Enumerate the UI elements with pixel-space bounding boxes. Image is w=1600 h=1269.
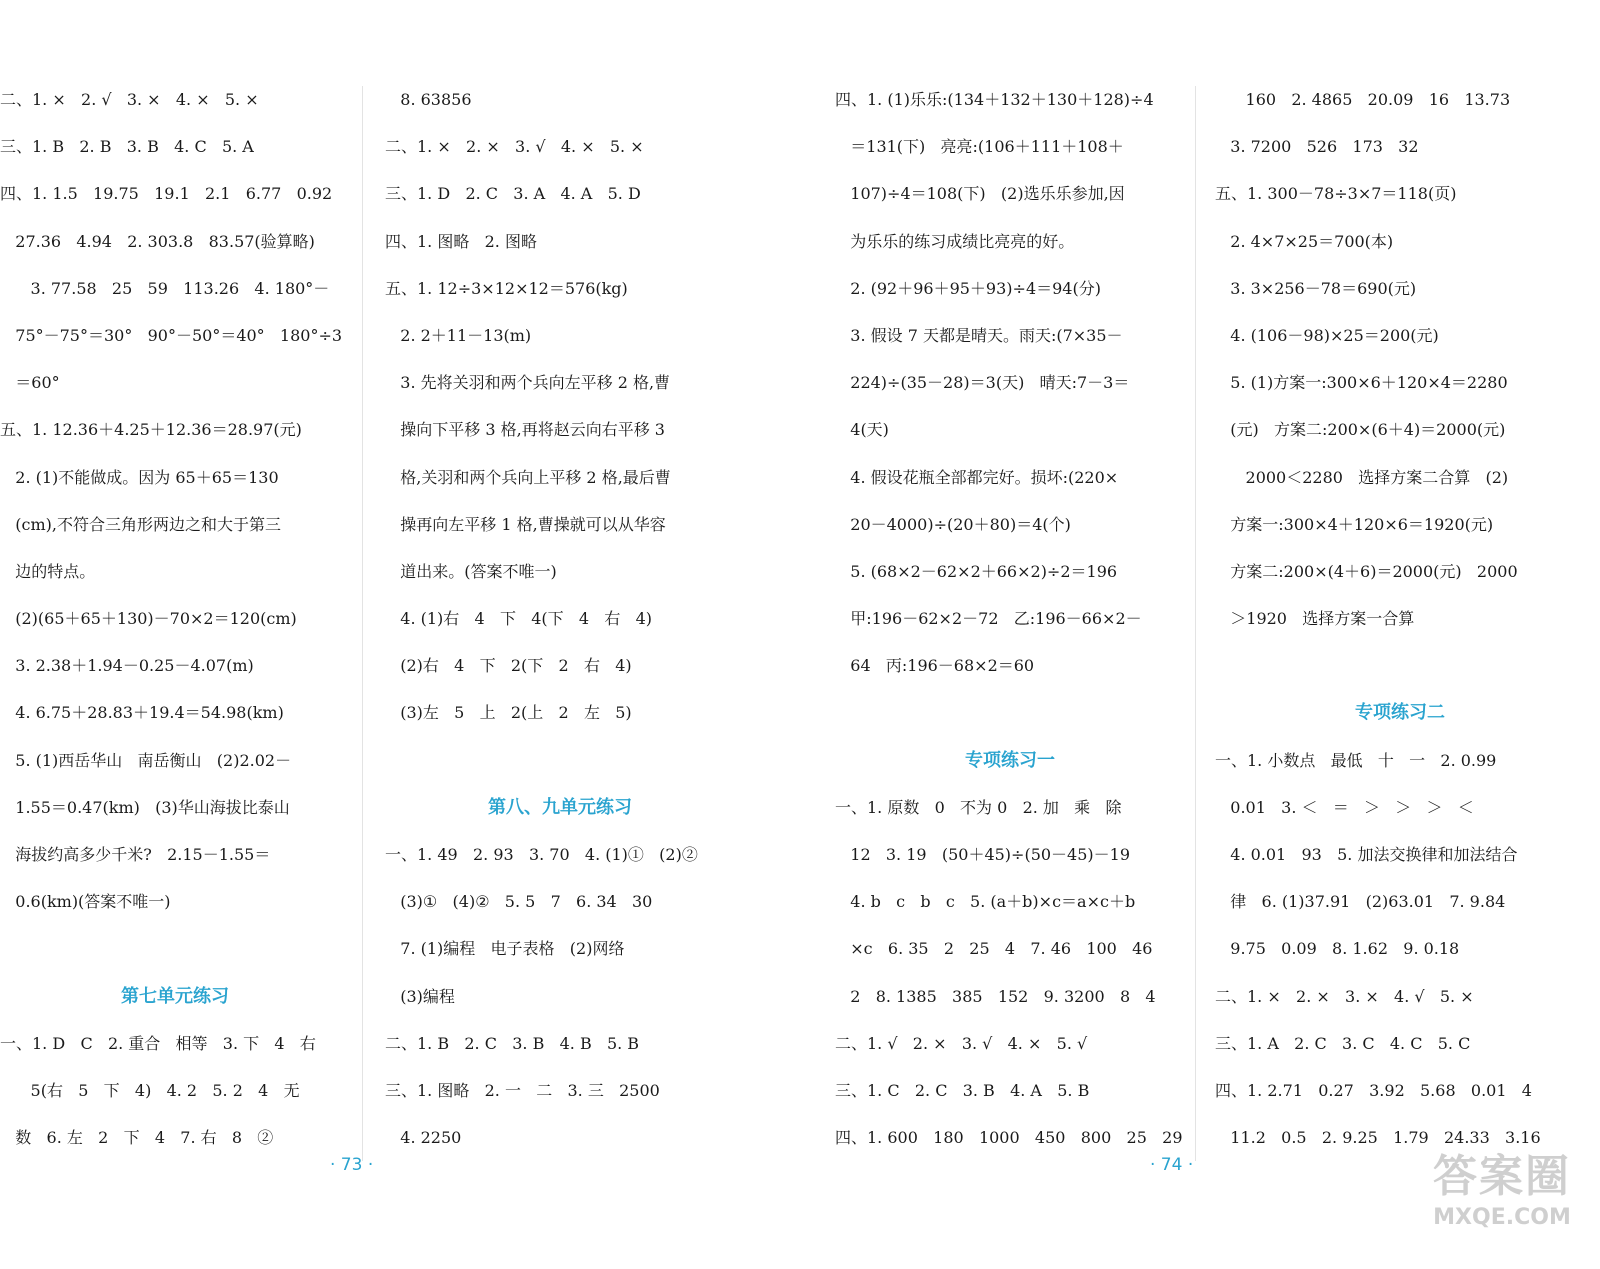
- answer-line: 2. 4×7×25＝700(本): [1215, 231, 1394, 251]
- answer-line: 律 6. (1)37.91 (2)63.01 7. 9.84: [1215, 892, 1506, 912]
- answer-line: 12 3. 19 (50＋45)÷(50－45)－19: [835, 845, 1131, 864]
- answer-line: 3. 77.58 25 59 113.26 4. 180°－: [0, 278, 330, 298]
- answer-column-1: [0, 76, 350, 1161]
- section-heading: 专项练习一: [965, 749, 1055, 771]
- answer-line: 海拔约高多少千米? 2.15－1.55＝: [0, 845, 271, 864]
- answer-line: 224)÷(35－28)＝3(天) 晴天:7－3＝: [835, 373, 1130, 393]
- answer-line: 0.6(km)(答案不唯一): [0, 892, 171, 912]
- answer-line: 二、1. √ 2. × 3. √ 4. × 5. √: [835, 1033, 1088, 1053]
- answer-line: 三、1. B 2. B 3. B 4. C 5. A: [0, 137, 254, 157]
- answer-line: 为乐乐的练习成绩比亮亮的好。: [835, 231, 1075, 251]
- answer-line: 107)÷4＝108(下) (2)选乐乐参加,因: [835, 184, 1125, 204]
- page-number: · 73 ·: [330, 1155, 374, 1175]
- answer-line: (2)右 4 下 2(下 2 右 4): [385, 656, 632, 676]
- answer-column-3: [835, 76, 1185, 1161]
- answer-line: ×c 6. 35 2 25 4 7. 46 100 46: [835, 939, 1153, 959]
- answer-line: (cm),不符合三角形两边之和大于第三: [0, 514, 281, 534]
- answer-line: 7. (1)编程 电子表格 (2)网络: [385, 939, 625, 959]
- answer-line: 二、1. × 2. √ 3. × 4. × 5. ×: [0, 90, 259, 109]
- answer-line: 四、1. 1.5 19.75 19.1 2.1 6.77 0.92: [0, 184, 333, 204]
- answer-line: 2. (1)不能做成。因为 65＋65＝130: [0, 467, 279, 487]
- answer-line: 操向下平移 3 格,再将赵云向右平移 3: [385, 420, 665, 440]
- answer-line: (3)编程: [385, 986, 455, 1006]
- answer-line: (3)① (4)② 5. 5 7 6. 34 30: [385, 892, 653, 912]
- answer-line: 4. 假设花瓶全部都完好。损坏:(220×: [835, 467, 1119, 487]
- answer-line: 2. (92＋96＋95＋93)÷4＝94(分): [835, 278, 1101, 298]
- answer-line: 5(右 5 下 4) 4. 2 5. 2 4 无: [0, 1080, 300, 1100]
- answer-line: 20－4000)÷(20＋80)＝4(个): [835, 514, 1071, 534]
- answer-line: 边的特点。: [0, 561, 96, 581]
- answer-line: 4(天): [835, 420, 889, 440]
- answer-line: 方案二:200×(4＋6)＝2000(元) 2000: [1215, 561, 1518, 581]
- answer-column-4: [1215, 76, 1585, 1161]
- answer-line: 三、1. 图略 2. 一 二 3. 三 2500: [385, 1080, 660, 1100]
- section-heading: 第七单元练习: [121, 985, 229, 1007]
- answer-block: [0, 1020, 350, 1162]
- right-page: [800, 0, 1600, 1269]
- answer-column-2: [385, 76, 735, 1161]
- answer-line: 三、1. D 2. C 3. A 4. A 5. D: [385, 184, 641, 204]
- answer-line: 5. (68×2－62×2＋66×2)÷2＝196: [835, 561, 1118, 581]
- answer-line: 8. 63856: [385, 90, 472, 109]
- answer-block: [1215, 737, 1585, 1162]
- answer-line: 一、1. D C 2. 重合 相等 3. 下 4 右: [0, 1033, 316, 1053]
- answer-line: 3. 假设 7 天都是晴天。雨天:(7×35－: [835, 325, 1123, 345]
- answer-block: [1215, 76, 1585, 642]
- answer-line: 四、1. (1)乐乐:(134＋132＋130＋128)÷4: [835, 90, 1154, 109]
- answer-line: ＝60°: [0, 373, 60, 393]
- section-heading: 第八、九单元练习: [488, 796, 632, 818]
- watermark-logo: [1422, 1149, 1582, 1259]
- answer-line: 27.36 4.94 2. 303.8 83.57(验算略): [0, 231, 315, 251]
- answer-line: 2000＜2280 选择方案二合算 (2): [1215, 467, 1509, 487]
- answer-line: 4. 6.75＋28.83＋19.4＝54.98(km): [0, 703, 284, 723]
- answer-line: (2)(65＋65＋130)－70×2＝120(cm): [0, 609, 297, 629]
- answer-line: 甲:196－62×2－72 乙:196－66×2－: [835, 609, 1142, 629]
- answer-line: 五、1. 12÷3×12×12＝576(kg): [385, 278, 628, 298]
- answer-line: 5. (1)西岳华山 南岳衡山 (2)2.02－: [0, 750, 292, 770]
- answer-line: 四、1. 2.71 0.27 3.92 5.68 0.01 4: [1215, 1080, 1532, 1100]
- column-divider: [362, 86, 363, 1161]
- answer-line: 11.2 0.5 2. 9.25 1.79 24.33 3.16: [1215, 1128, 1541, 1148]
- answer-line: 四、1. 图略 2. 图略: [385, 231, 537, 251]
- answer-line: 4. (1)右 4 下 4(下 4 右 4): [385, 609, 653, 629]
- answer-line: 4. (106－98)×25＝200(元): [1215, 325, 1439, 345]
- answer-line: 3. 7200 526 173 32: [1215, 137, 1419, 157]
- answer-line: 3. 3×256－78＝690(元): [1215, 278, 1417, 298]
- section-heading: 专项练习二: [1355, 702, 1445, 724]
- answer-line: 9.75 0.09 8. 1.62 9. 0.18: [1215, 939, 1460, 959]
- answer-line: ＝131(下) 亮亮:(106＋111＋108＋: [835, 137, 1124, 157]
- answer-line: 五、1. 300－78÷3×7＝118(页): [1215, 184, 1457, 204]
- column-divider: [1195, 86, 1196, 1161]
- answer-line: 4. b c b c 5. (a＋b)×c＝a×c＋b: [835, 892, 1136, 912]
- answer-line: 操再向左平移 1 格,曹操就可以从华容: [385, 514, 666, 534]
- answer-line: 三、1. A 2. C 3. C 4. C 5. C: [1215, 1033, 1471, 1053]
- answer-line: 160 2. 4865 20.09 16 13.73: [1215, 90, 1511, 109]
- answer-line: 3. 先将关羽和两个兵向左平移 2 格,曹: [385, 373, 671, 393]
- answer-line: 0.01 3. ＜ ＝ ＞ ＞ ＞ ＜: [1215, 797, 1474, 817]
- answer-block: [385, 76, 735, 737]
- answer-line: 五、1. 12.36＋4.25＋12.36＝28.97(元): [0, 420, 302, 440]
- answer-line: 二、1. × 2. × 3. √ 4. × 5. ×: [385, 137, 644, 157]
- answer-line: 3. 2.38＋1.94－0.25－4.07(m): [0, 656, 254, 676]
- answer-line: 四、1. 600 180 1000 450 800 25 29: [835, 1128, 1183, 1148]
- answer-line: 4. 0.01 93 5. 加法交换律和加法结合: [1215, 845, 1518, 864]
- answer-block: [835, 784, 1185, 1162]
- watermark-logo-text: 答案圈: [1433, 1151, 1571, 1202]
- answer-line: 一、1. 49 2. 93 3. 70 4. (1)① (2)②: [385, 845, 698, 864]
- answer-line: ＞1920 选择方案一合算: [1215, 609, 1415, 629]
- answer-line: 二、1. B 2. C 3. B 4. B 5. B: [385, 1033, 640, 1053]
- answer-block: [385, 831, 735, 1161]
- answer-line: (元) 方案二:200×(6＋4)＝2000(元): [1215, 420, 1506, 440]
- answer-line: 5. (1)方案一:300×6＋120×4＝2280: [1215, 373, 1508, 393]
- watermark-url: MXQE.COM: [1433, 1205, 1571, 1230]
- answer-line: 一、1. 原数 0 不为 0 2. 加 乘 除: [835, 797, 1122, 817]
- answer-line: 格,关羽和两个兵向上平移 2 格,最后曹: [385, 467, 671, 487]
- answer-line: 64 丙:196－68×2＝60: [835, 656, 1035, 676]
- answer-line: 75°－75°＝30° 90°－50°＝40° 180°÷3: [0, 325, 343, 345]
- answer-line: 道出来。(答案不唯一): [385, 561, 557, 581]
- answer-block: [0, 76, 350, 925]
- page-number: · 74 ·: [1150, 1155, 1194, 1175]
- answer-line: (3)左 5 上 2(上 2 左 5): [385, 703, 632, 723]
- answer-line: 1.55＝0.47(km) (3)华山海拔比泰山: [0, 797, 290, 817]
- answer-block: [835, 76, 1185, 689]
- answer-line: 2. 2＋11－13(m): [385, 325, 532, 345]
- answer-line: 二、1. × 2. × 3. × 4. √ 5. ×: [1215, 986, 1474, 1006]
- answer-line: 方案一:300×4＋120×6＝1920(元): [1215, 514, 1494, 534]
- answer-line: 三、1. C 2. C 3. B 4. A 5. B: [835, 1080, 1090, 1100]
- answer-line: 一、1. 小数点 最低 十 一 2. 0.99: [1215, 750, 1497, 770]
- answer-line: 4. 2250: [385, 1128, 462, 1148]
- answer-line: 2 8. 1385 385 152 9. 3200 8 4: [835, 986, 1156, 1006]
- answer-line: 数 6. 左 2 下 4 7. 右 8 ②: [0, 1128, 274, 1148]
